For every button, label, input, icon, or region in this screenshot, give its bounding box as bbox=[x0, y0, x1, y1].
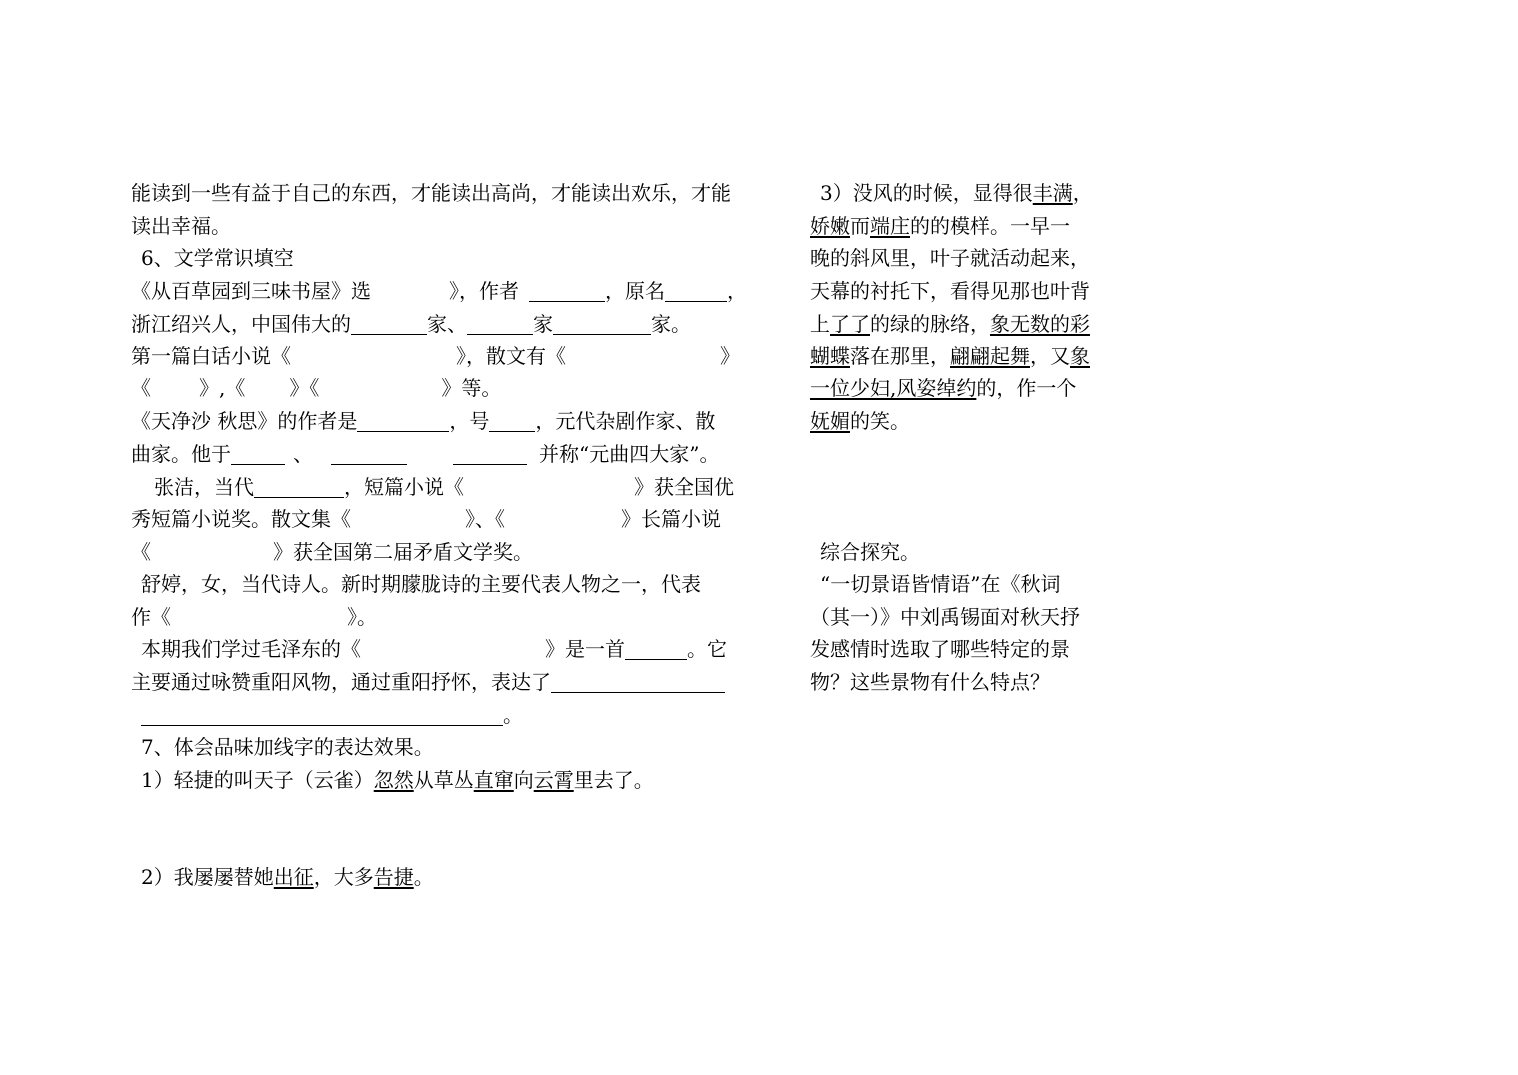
underlined-word: 云霄 bbox=[533, 768, 574, 792]
underlined-word: 直窜 bbox=[473, 768, 514, 792]
answer-blank[interactable] bbox=[351, 312, 427, 335]
answer-blank[interactable] bbox=[529, 279, 605, 302]
text-line: 发感情时选取了哪些特定的景 bbox=[810, 637, 1070, 661]
question-line: 1）轻捷的叫天子（云雀）忽然从草丛直窜向云霄里去了。 bbox=[141, 768, 654, 792]
text-line: 妩媚的笑。 bbox=[810, 409, 910, 433]
fill-blank-line: 主要通过咏赞重阳风物，通过重阳抒怀，表达了 bbox=[131, 666, 725, 699]
fill-blank-line: 《 》获全国第二届矛盾文学奖。 bbox=[131, 540, 533, 564]
fill-blank-line: 本期我们学过毛泽东的《 》是一首 。它 bbox=[141, 637, 727, 661]
answer-blank[interactable] bbox=[231, 442, 285, 465]
fill-blank-line: 《 》,《 》《 》等。 bbox=[131, 376, 502, 400]
underlined-word: 蝴蝶 bbox=[810, 344, 850, 368]
underlined-word: 告捷 bbox=[373, 865, 414, 889]
fill-blank-line: 浙江绍兴人，中国伟大的 家、 家 家。 bbox=[131, 312, 691, 336]
section-heading: 6、文学常识填空 bbox=[141, 246, 294, 270]
text-line: “一切景语皆情语”在《秋词 bbox=[820, 572, 1061, 596]
text-line: 能读到一些有益于自己的东西，才能读出高尚，才能读出欢乐，才能 bbox=[131, 181, 731, 205]
fill-blank-line: 张洁，当代 ，短篇小说《 》获全国优 bbox=[154, 475, 734, 499]
underlined-word: 端庄 bbox=[870, 214, 910, 238]
answer-blank[interactable] bbox=[357, 409, 449, 432]
text-line: 读出幸福。 bbox=[131, 214, 231, 238]
underlined-word: 娇嫩 bbox=[810, 214, 850, 238]
fill-blank-line: 作《 》。 bbox=[131, 605, 377, 629]
text-line: 舒婷，女，当代诗人。新时期朦胧诗的主要代表人物之一，代表 bbox=[141, 572, 701, 596]
answer-blank[interactable] bbox=[331, 442, 407, 465]
text-line: 物？这些景物有什么特点？ bbox=[810, 670, 1050, 694]
underlined-word: 象无数的彩 bbox=[990, 312, 1090, 336]
answer-blank[interactable] bbox=[665, 279, 727, 302]
underlined-word: 了了 bbox=[830, 312, 870, 336]
text-line: 一位少妇,风姿绰约的，作一个 bbox=[810, 376, 1077, 400]
text-line: 蝴蝶落在那里，翩翩起舞，又象 bbox=[810, 344, 1090, 368]
answer-blank[interactable] bbox=[254, 475, 344, 498]
fill-blank-line: 秀短篇小说奖。散文集《 》、《 》长篇小说 bbox=[131, 507, 721, 531]
underlined-word: 出征 bbox=[273, 865, 314, 889]
text-line: 晚的斜风里，叶子就活动起来， bbox=[810, 246, 1090, 270]
text-line: 娇嫩而端庄的的模样。一早一 bbox=[810, 214, 1070, 238]
fill-blank-line: 第一篇白话小说《 》，散文有《 》 bbox=[131, 344, 740, 368]
section-heading: 综合探究。 bbox=[820, 540, 920, 564]
text-line: 天幕的衬托下，看得见那也叶背 bbox=[810, 279, 1090, 303]
question-line: 3）没风的时候，显得很丰满， bbox=[820, 181, 1093, 205]
fill-blank-line: 曲家。他于 、 并称“元曲四大家”。 bbox=[131, 442, 720, 466]
underlined-word: 象 bbox=[1070, 344, 1090, 368]
underlined-word: 妩媚 bbox=[810, 409, 850, 433]
underlined-word: 忽然 bbox=[373, 768, 414, 792]
fill-blank-line: 。 bbox=[141, 699, 523, 732]
text-line: （其一）》中刘禹锡面对秋天抒 bbox=[810, 605, 1080, 629]
fill-blank-line: 《天净沙 秋思》的作者是 ，号 ，元代杂剧作家、散 bbox=[131, 409, 716, 433]
underlined-word: 翩翩起舞 bbox=[950, 344, 1030, 368]
answer-blank[interactable] bbox=[551, 670, 725, 693]
section-heading: 7、体会品味加线字的表达效果。 bbox=[141, 735, 434, 759]
answer-blank[interactable] bbox=[625, 637, 687, 660]
answer-blank[interactable] bbox=[467, 312, 533, 335]
answer-blank[interactable] bbox=[141, 703, 503, 726]
answer-blank[interactable] bbox=[453, 442, 527, 465]
text-line: 上了了的绿的脉络，象无数的彩 bbox=[810, 312, 1090, 336]
question-line: 2）我屡屡替她出征，大多告捷。 bbox=[141, 865, 434, 889]
underlined-word: 一位少妇,风姿绰约 bbox=[810, 376, 977, 400]
underlined-word: 丰满 bbox=[1032, 181, 1073, 205]
answer-blank[interactable] bbox=[553, 312, 651, 335]
fill-blank-line: 《从百草园到三味书屋》选 》，作者 ，原名 ， bbox=[131, 279, 747, 303]
answer-blank[interactable] bbox=[489, 409, 535, 432]
